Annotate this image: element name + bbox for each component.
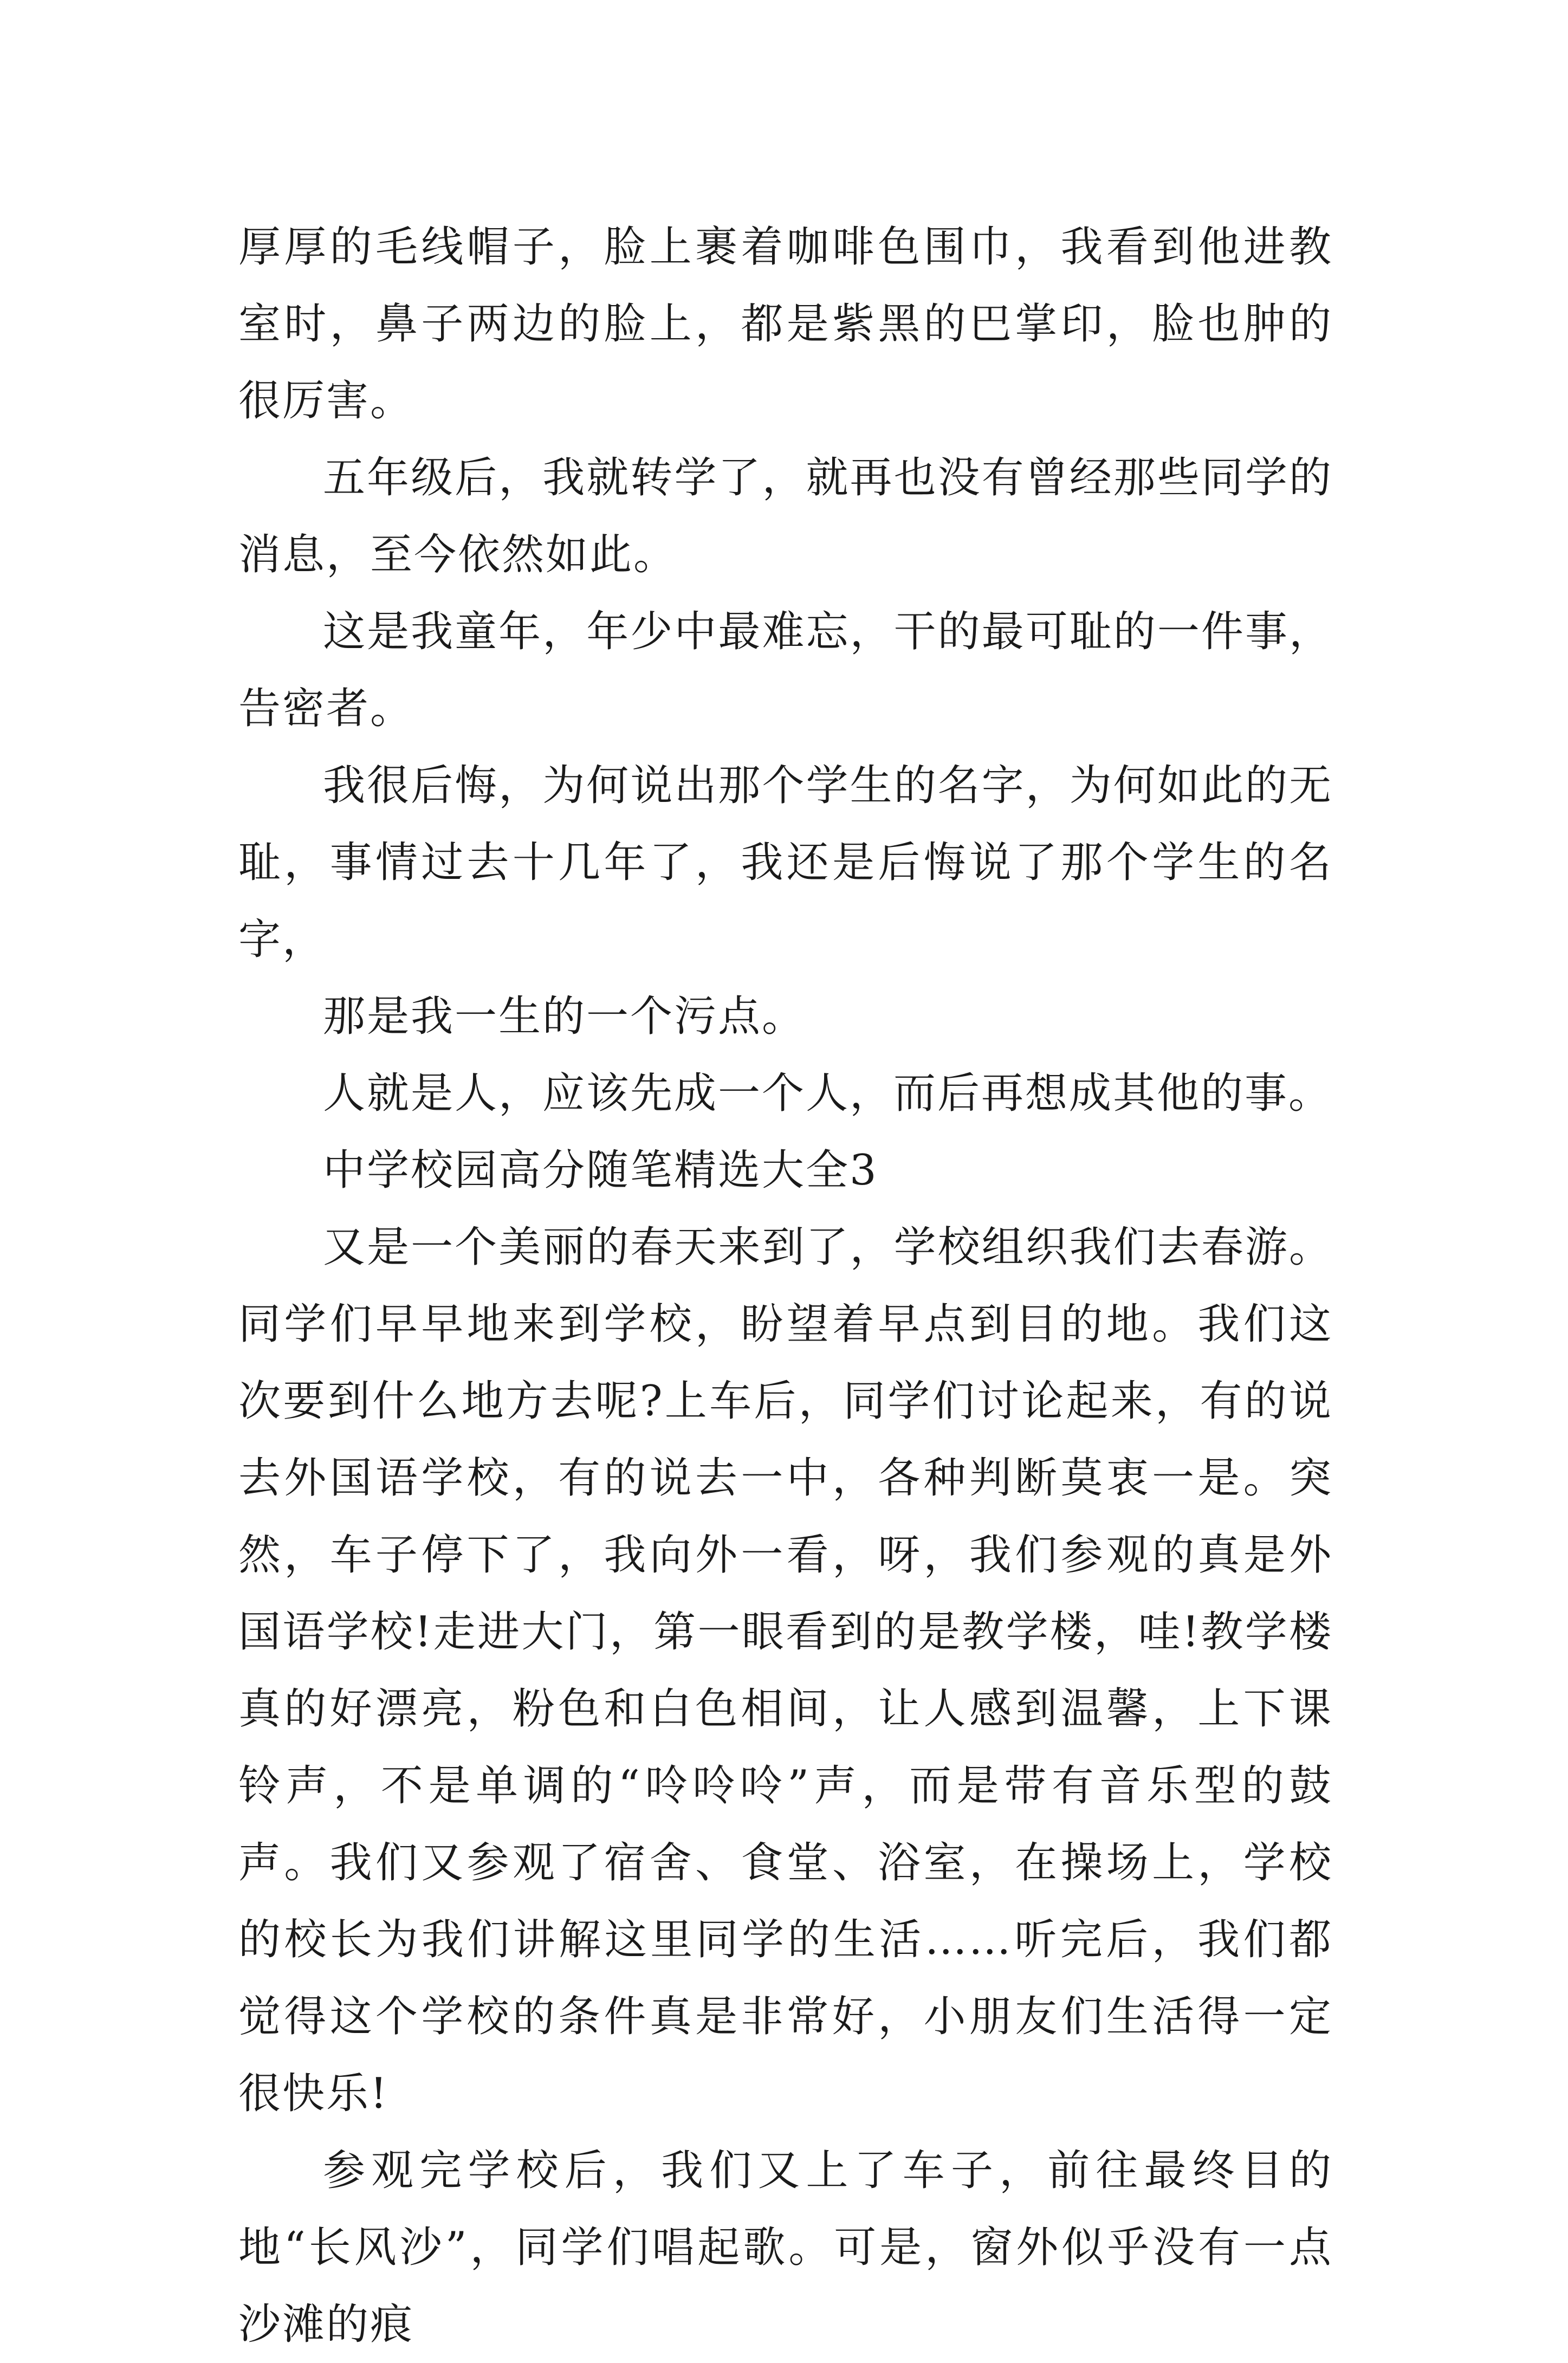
paragraph-3: 这是我童年，年少中最难忘，干的最可耻的一件事，告密者。 — [238, 607, 1333, 733]
paragraph-2: 五年级后，我就转学了，就再也没有曾经那些同学的消息，至今依然如此。 — [238, 454, 1333, 579]
paragraph-4: 我很后悔，为何说出那个学生的名字，为何如此的无耻，事情过去十几年了，我还是后悔说了那个学生的名字， — [238, 761, 1333, 964]
paragraph-6: 人就是人，应该先成一个人，而后再想成其他的事。 — [323, 1069, 1333, 1118]
paragraph-8: 参观完学校后，我们又上了车子，前往最终目的地“长风沙”，同学们唱起歌。可是，窗外似乎没有一点沙滩的痕 — [238, 2146, 1333, 2349]
section-heading: 中学校园高分随笔精选大全3 — [323, 1146, 878, 1195]
paragraph-7: 又是一个美丽的春天来到了，学校组织我们去春游。同学们早早地来到学校，盼望着早点到目的地。我们这次要到什么地方去呢?上车后，同学们讨论起来，有的说去外国语学校，有的说去一中，各种判断莫衷一是。突然，车子停下了，我向外一看，呀，我们参观的真是外国语学校!走进大门，第一眼看到的是教学楼，哇!教学楼真的好漂亮，粉色和白色相间，让人感到温馨，上下课铃声，不是单调的“呤呤呤”声，而是带有音乐型的鼓声。我们又参观了宿舍、食堂、浴室，在操场上，学校的校长为我们讲解这里同学的生活……听完后，我们都觉得这个学校的条件真是非常好，小朋友们生活得一定很快乐! — [238, 1223, 1333, 2118]
document-body — [238, 209, 1333, 2363]
paragraph-1: 厚厚的毛线帽子，脸上裹着咖啡色围巾，我看到他进教室时，鼻子两边的脸上，都是紫黑的巴掌印，脸也肿的很厉害。 — [238, 223, 1333, 425]
paragraph-5: 那是我一生的一个污点。 — [323, 992, 806, 1041]
